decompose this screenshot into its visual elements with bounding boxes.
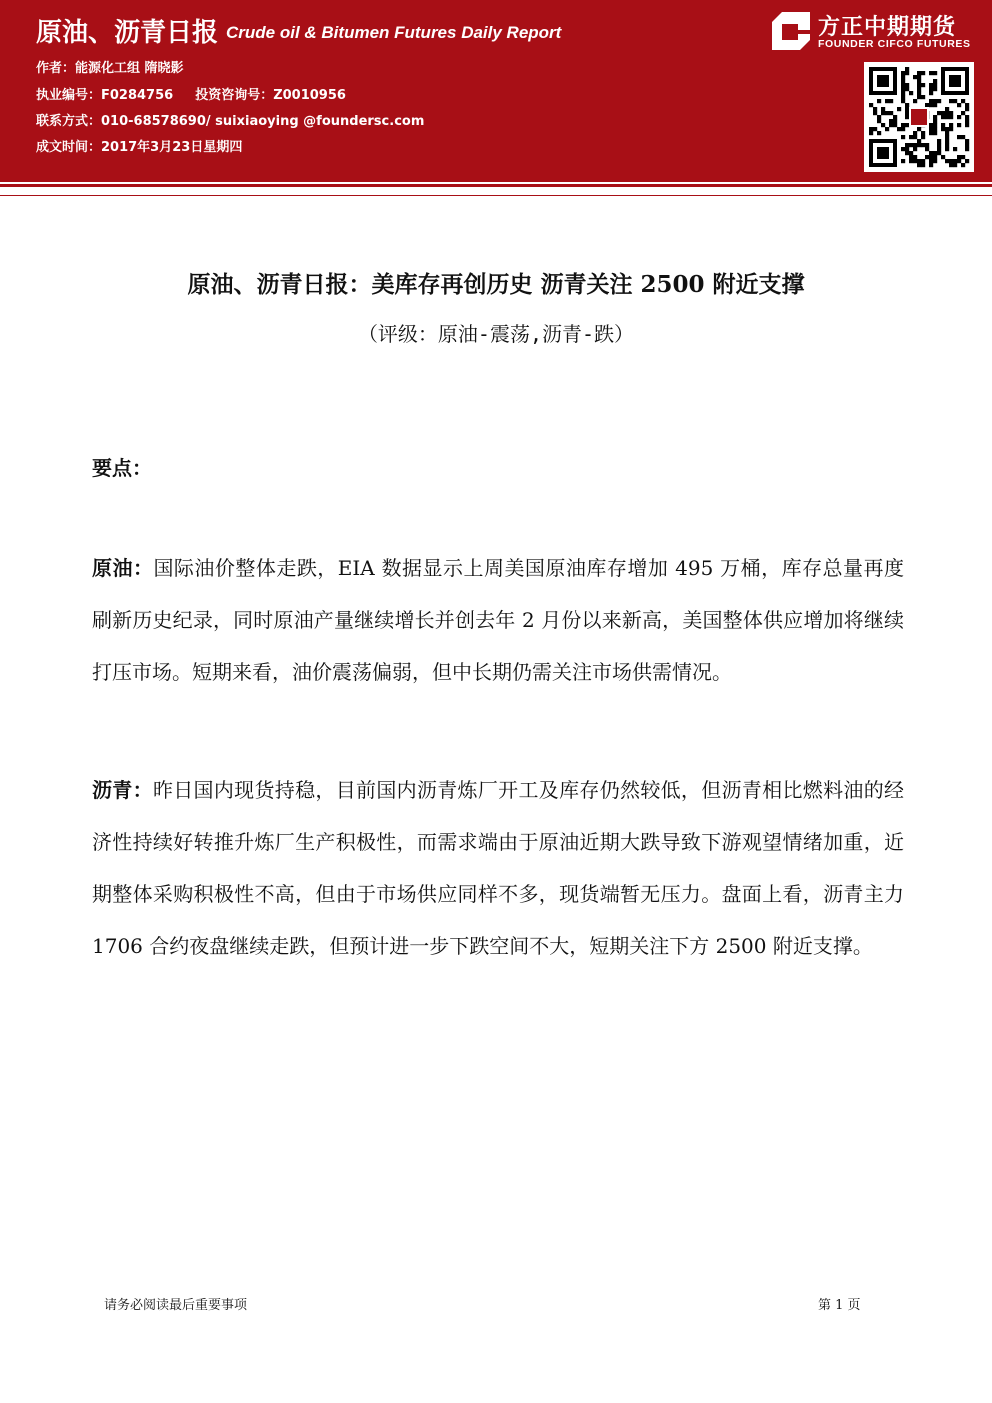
- crude-oil-paragraph: [92, 542, 904, 698]
- crude-oil-text: 国际油价整体走跌，EIA 数据显示上周美国原油库存增加 495 万桶，库存总量再度刷新历史纪录，同时原油产量继续增长并创去年 2 月份以来新高，美国整体供应增加将继续打压市场。短期来看，油价震荡偏弱，但中长期仍需关注市场供需情况。: [92, 556, 904, 684]
- header-divider: [0, 184, 992, 196]
- header-title: [36, 12, 561, 49]
- bitumen-paragraph: [92, 764, 904, 972]
- footer-disclaimer: 请务必阅读最后重要事项: [104, 1298, 248, 1313]
- header-title-cn: 原油、沥青日报: [36, 18, 219, 48]
- contact-line: 联系方式：010-68578690/ suixiaoying @foundersc.com: [36, 114, 425, 129]
- license-no: 执业编号：F0284756: [36, 88, 174, 103]
- qr-code-icon: [864, 62, 974, 172]
- bitumen-lead: 沥青：: [92, 778, 153, 802]
- header-title-en: Crude oil & Bitumen Futures Daily Report: [226, 23, 562, 42]
- author-line: 作者：能源化工组 隋晓影: [36, 61, 184, 76]
- report-header: [0, 0, 992, 182]
- page-number: 第 1 页: [818, 1298, 861, 1313]
- company-logo: [770, 10, 985, 54]
- logo-text-en: FOUNDER CIFCO FUTURES: [818, 38, 971, 50]
- license-line: [36, 84, 346, 103]
- founder-logo-icon: [770, 10, 812, 52]
- bitumen-text: 昨日国内现货持稳，目前国内沥青炼厂开工及库存仍然较低，但沥青相比燃料油的经济性持续好转推升炼厂生产积极性，而需求端由于原油近期大跌导致下游观望情绪加重，近期整体采购积极性不高，但由于市场供应同样不多，现货端暂无压力。盘面上看，沥青主力 1706 合约夜盘继续走跌，但预计进一步下跌空间不大，短期关注下方 2500 附近支撑。: [92, 778, 905, 958]
- crude-oil-lead: 原油：: [92, 556, 154, 580]
- key-points-label: 要点：: [92, 456, 152, 480]
- advisory-no: 投资咨询号：Z0010956: [195, 88, 346, 103]
- date-line: 成文时间：2017年3月23日星期四: [36, 140, 243, 155]
- report-title: 原油、沥青日报：美库存再创历史 沥青关注 2500 附近支撑: [187, 271, 805, 298]
- report-rating: （评级：原油-震荡,沥青-跌）: [357, 322, 635, 346]
- logo-text-cn: 方正中期期货: [818, 15, 957, 40]
